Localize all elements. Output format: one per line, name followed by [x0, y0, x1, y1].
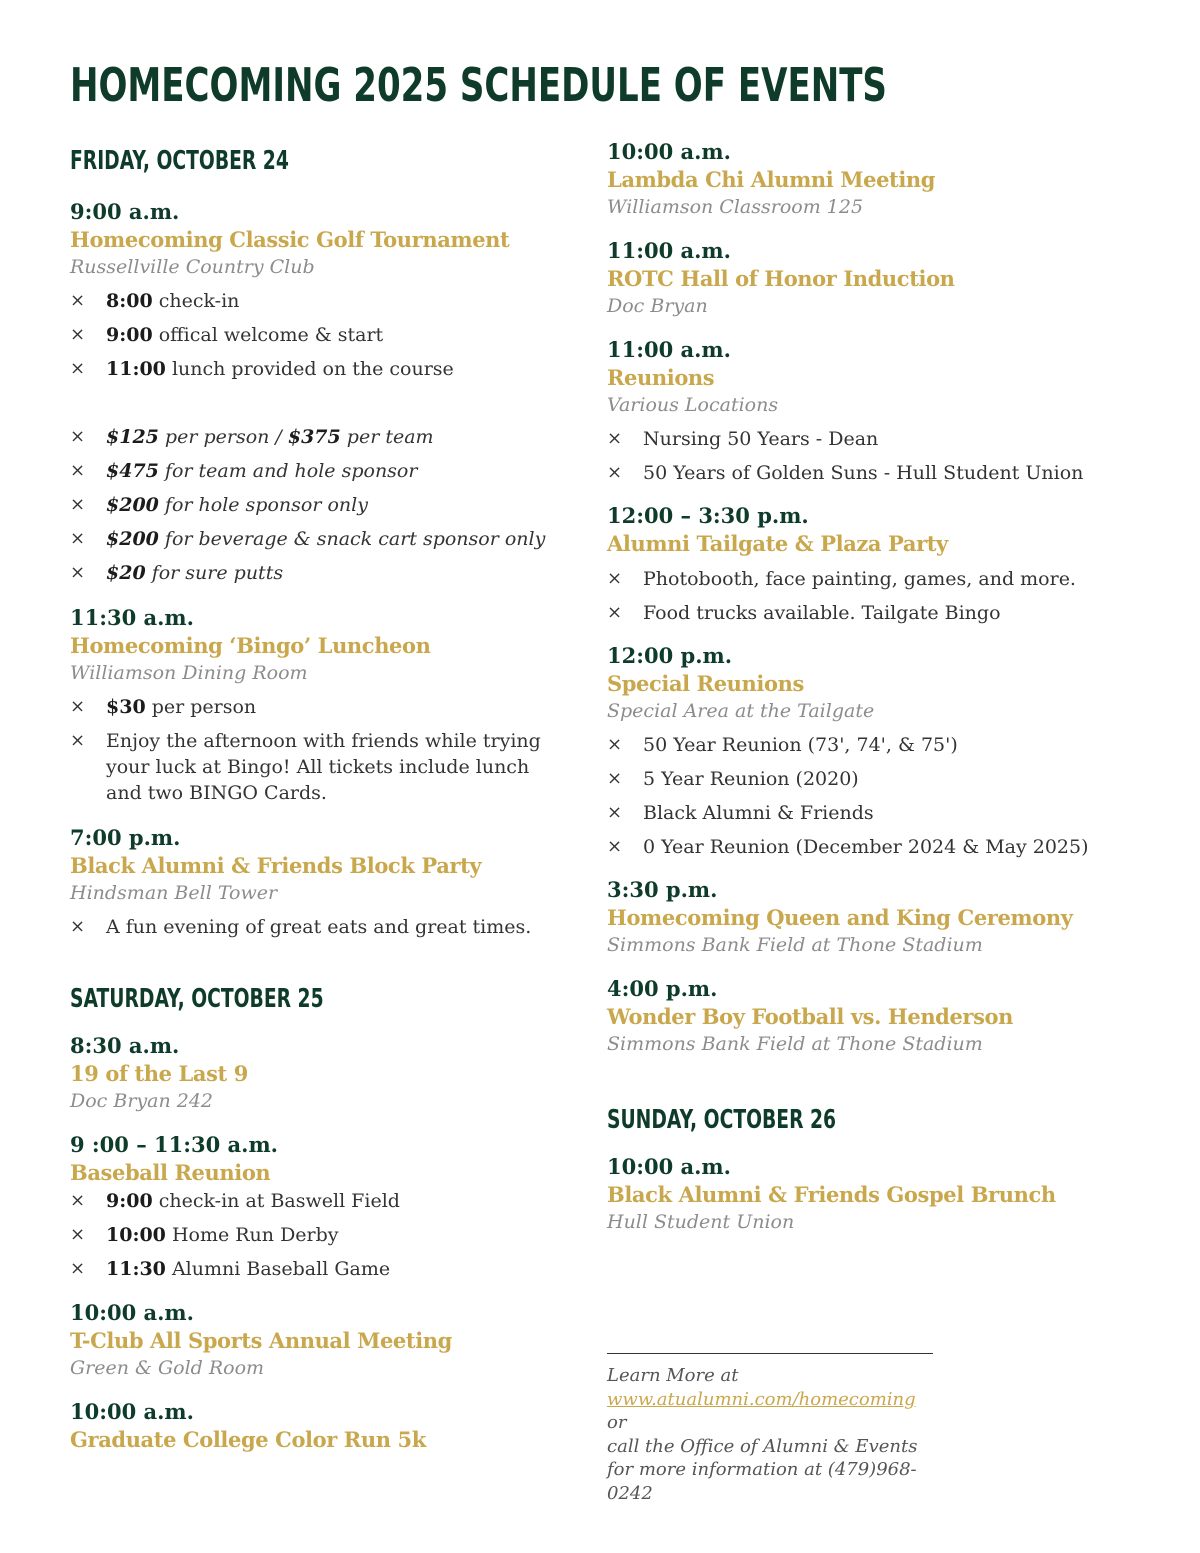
- list-item: × 50 Years of Golden Suns - Hull Student Union: [607, 462, 1084, 484]
- event-football: [607, 975, 1107, 1057]
- event-title: Lambda Chi Alumni Meeting: [607, 167, 936, 192]
- event-title: 19 of the Last 9: [70, 1061, 248, 1086]
- event-time: 11:30 a.m.: [70, 605, 194, 630]
- list-item: × $200 for beverage & snack cart sponsor only: [70, 528, 546, 550]
- footer-info: [607, 1353, 937, 1505]
- footer-text: [607, 1364, 937, 1505]
- bullet-x-icon: ×: [607, 602, 623, 623]
- list-item: × Photobooth, face painting, games, and more.: [607, 568, 1076, 590]
- event-title: Homecoming ‘Bingo’ Luncheon: [70, 633, 431, 658]
- bullet-x-icon: ×: [70, 324, 86, 345]
- list-item: × 9:00 check-in at Baswell Field: [70, 1190, 400, 1212]
- event-time: 12:00 p.m.: [607, 643, 733, 668]
- golf-pricing-list: [70, 424, 570, 586]
- bullet-x-icon: ×: [70, 1190, 86, 1211]
- event-rotc: [607, 237, 1107, 319]
- event-tailgate: [607, 502, 1107, 626]
- footer-or: or: [607, 1412, 627, 1433]
- bullet-x-icon: ×: [70, 426, 86, 447]
- event-venue: Hull Student Union: [607, 1211, 795, 1233]
- event-time: 4:00 p.m.: [607, 976, 718, 1001]
- event-title: Black Alumni & Friends Gospel Brunch: [607, 1182, 1056, 1207]
- homecoming-link[interactable]: www.atualumni.com/homecoming: [607, 1388, 916, 1410]
- list-item: × 9:00 offical welcome & start: [70, 324, 384, 346]
- list-item: × Food trucks available. Tailgate Bingo: [607, 602, 1001, 624]
- bullet-x-icon: ×: [607, 462, 623, 483]
- event-venue: Russellville Country Club: [70, 256, 315, 278]
- special-reunions-list: [607, 732, 1107, 860]
- list-item: × $475 for team and hole sponsor: [70, 460, 418, 482]
- list-item: × 11:30 Alumni Baseball Game: [70, 1258, 391, 1280]
- list-item: × Nursing 50 Years - Dean: [607, 428, 879, 450]
- event-venue: Simmons Bank Field at Thone Stadium: [607, 934, 983, 956]
- list-item: × $200 for hole sponsor only: [70, 494, 368, 516]
- right-column: [607, 138, 1107, 1235]
- footer-line1: Learn More at: [607, 1365, 739, 1386]
- list-item: × 0 Year Reunion (December 2024 & May 2025): [607, 836, 1089, 858]
- event-title: Homecoming Queen and King Ceremony: [607, 905, 1073, 930]
- event-title: T-Club All Sports Annual Meeting: [70, 1328, 452, 1353]
- event-baseball-reunion: [70, 1131, 570, 1282]
- list-item: × $30 per person: [70, 696, 257, 718]
- event-time: 3:30 p.m.: [607, 877, 718, 902]
- event-time: 12:00 – 3:30 p.m.: [607, 503, 809, 528]
- bullet-x-icon: ×: [607, 802, 623, 823]
- reunions-list: [607, 426, 1107, 486]
- bullet-x-icon: ×: [70, 358, 86, 379]
- event-venue: Doc Bryan 242: [70, 1090, 214, 1112]
- event-reunions: [607, 336, 1107, 486]
- event-title: Reunions: [607, 365, 715, 390]
- bullet-x-icon: ×: [607, 836, 623, 857]
- event-title: Homecoming Classic Golf Tournament: [70, 227, 510, 252]
- tailgate-list: [607, 566, 1107, 626]
- event-venue: Williamson Classroom 125: [607, 196, 864, 218]
- bullet-x-icon: ×: [607, 568, 623, 589]
- event-time: 10:00 a.m.: [607, 1154, 731, 1179]
- bullet-x-icon: ×: [70, 916, 86, 937]
- event-time: 11:00 a.m.: [607, 238, 731, 263]
- bingo-list: [70, 694, 570, 806]
- event-title: Alumni Tailgate & Plaza Party: [607, 531, 948, 556]
- day-heading-saturday: SATURDAY, OCTOBER 25: [70, 984, 324, 1014]
- event-special-reunions: [607, 642, 1107, 860]
- event-time: 10:00 a.m.: [607, 139, 731, 164]
- event-time: 9:00 a.m.: [70, 199, 180, 224]
- event-tclub-meeting: [70, 1299, 570, 1381]
- event-time: 9 :00 – 11:30 a.m.: [70, 1132, 278, 1157]
- list-item: × A fun evening of great eats and great times.: [70, 916, 532, 938]
- event-venue: Simmons Bank Field at Thone Stadium: [607, 1033, 983, 1055]
- event-venue: Doc Bryan: [607, 295, 708, 317]
- left-column: [70, 144, 570, 1454]
- event-title: Baseball Reunion: [70, 1160, 271, 1185]
- golf-schedule-list: [70, 288, 570, 382]
- block-party-list: [70, 914, 570, 940]
- event-venue: Hindsman Bell Tower: [70, 882, 278, 904]
- list-item: × 8:00 check-in: [70, 290, 240, 312]
- list-item: × 11:00 lunch provided on the course: [70, 358, 454, 380]
- day-heading-sunday: SUNDAY, OCTOBER 26: [607, 1105, 837, 1135]
- day-heading-friday: FRIDAY, OCTOBER 24: [70, 146, 289, 176]
- event-last-9: [70, 1032, 570, 1114]
- event-venue: Special Area at the Tailgate: [607, 700, 875, 722]
- event-title: Special Reunions: [607, 671, 804, 696]
- list-item: × 10:00 Home Run Derby: [70, 1224, 339, 1246]
- bullet-x-icon: ×: [607, 428, 623, 449]
- bullet-x-icon: ×: [70, 1224, 86, 1245]
- event-title: Black Alumni & Friends Block Party: [70, 853, 482, 878]
- event-title: Wonder Boy Football vs. Henderson: [607, 1004, 1013, 1029]
- spacer: [70, 382, 570, 416]
- event-time: 10:00 a.m.: [70, 1399, 194, 1424]
- event-time: 7:00 p.m.: [70, 825, 181, 850]
- event-time: 8:30 a.m.: [70, 1033, 180, 1058]
- list-item: × 5 Year Reunion (2020): [607, 768, 859, 790]
- list-item: × $20 for sure putts: [70, 562, 284, 584]
- bullet-x-icon: ×: [70, 290, 86, 311]
- event-title: ROTC Hall of Honor Induction: [607, 266, 955, 291]
- baseball-list: [70, 1188, 570, 1282]
- event-gospel-brunch: [607, 1153, 1107, 1235]
- page-title: HOMECOMING 2025 SCHEDULE OF EVENTS: [70, 58, 887, 112]
- list-item: × Black Alumni & Friends: [607, 802, 874, 824]
- list-item: × 50 Year Reunion (73', 74', & 75'): [607, 734, 958, 756]
- bullet-x-icon: ×: [70, 562, 86, 583]
- footer-contact: call the Office of Alumni & Events for more information at (479)968-0242: [607, 1435, 918, 1504]
- bullet-x-icon: ×: [70, 730, 86, 751]
- bullet-x-icon: ×: [70, 528, 86, 549]
- event-venue: Green & Gold Room: [70, 1357, 265, 1379]
- event-block-party: [70, 824, 570, 940]
- bullet-x-icon: ×: [70, 1258, 86, 1279]
- list-item: × $125 per person / $375 per team: [70, 426, 434, 448]
- event-golf-tournament: [70, 198, 570, 586]
- footer-divider: [607, 1353, 933, 1354]
- event-title: Graduate College Color Run 5k: [70, 1427, 426, 1452]
- bullet-x-icon: ×: [607, 734, 623, 755]
- bullet-x-icon: ×: [70, 494, 86, 515]
- event-color-run: [70, 1398, 570, 1454]
- event-venue: Williamson Dining Room: [70, 662, 308, 684]
- event-time: 10:00 a.m.: [70, 1300, 194, 1325]
- bullet-x-icon: ×: [607, 768, 623, 789]
- event-venue: Various Locations: [607, 394, 779, 416]
- event-queen-king: [607, 876, 1107, 958]
- event-bingo-luncheon: [70, 604, 570, 806]
- bullet-x-icon: ×: [70, 696, 86, 717]
- event-lambda-chi: [607, 138, 1107, 220]
- bullet-x-icon: ×: [70, 460, 86, 481]
- list-item: × Enjoy the afternoon with friends while trying your luck at Bingo! All tickets include lunch and two BINGO Cards.: [70, 730, 541, 804]
- event-time: 11:00 a.m.: [607, 337, 731, 362]
